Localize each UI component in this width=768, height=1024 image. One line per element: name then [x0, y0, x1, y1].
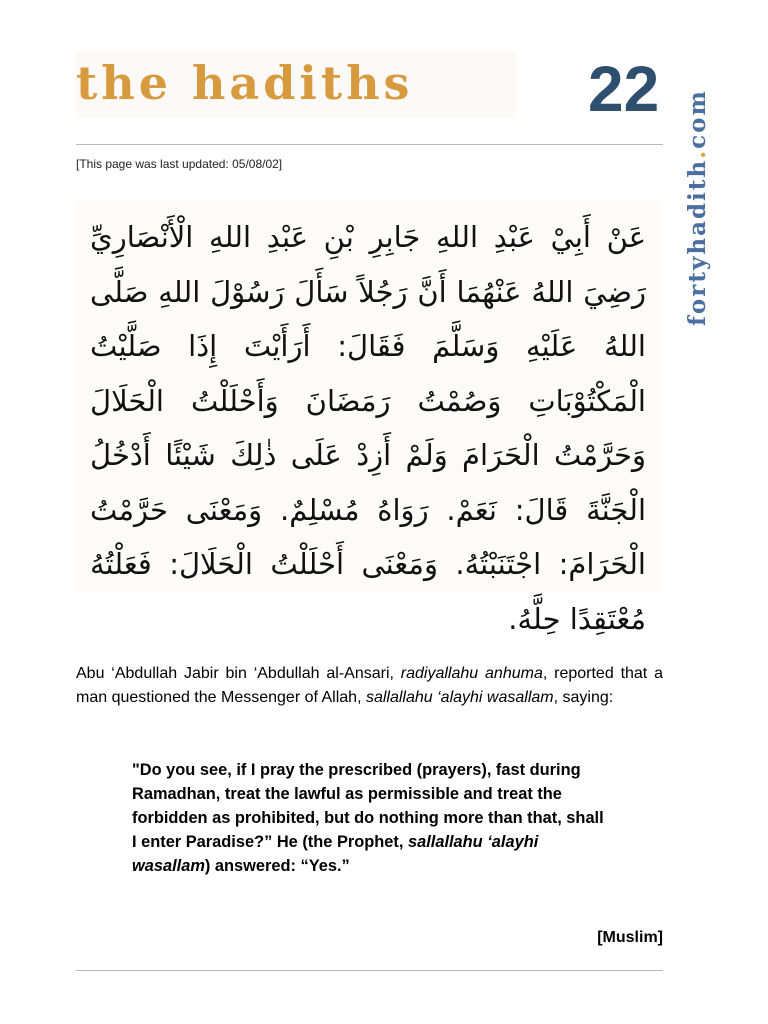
hadith-number: 22 — [588, 53, 660, 125]
top-divider — [76, 144, 663, 145]
intro-honorific-1: radiyallahu anhuma — [400, 665, 543, 682]
site-name-vertical — [684, 89, 712, 326]
source-reference: [Muslim] — [597, 929, 663, 946]
quote-honorific: sallallahu ‘alayhi wasallam — [132, 833, 539, 875]
quote-text-1: "Do you see, if I pray the prescribed (prayers), fast during Ramadhan, treat the lawful as permissible and treat the forbidden as prohibited, but do nothing more than that, shall I enter Paradise?” He (the Prophet, — [132, 761, 604, 851]
arabic-hadith-text: عَنْ أَبِيْ عَبْدِ اللهِ جَابِرِ بْنِ عَبْدِ اللهِ الْأَنْصَارِيِّ رَضِيَ اللهُ عَنْهُمَا أَنَّ رَجُلاً سَأَلَ رَسُوْلَ اللهِ صَلَّى اللهُ عَلَيْهِ وَسَلَّمَ فَقَالَ: أَرَأَيْتَ إِذَا صَلَّيْتُ الْمَكْتُوْبَاتِ وَصُمْتُ رَمَضَانَ وَأَحْلَلْتُ الْحَلَالَ وَحَرَّمْتُ الْحَرَامَ وَلَمْ أَزِدْ عَلَى ذٰلِكَ شَيْئًا أَدْخُلُ الْجَنَّةَ قَالَ: نَعَمْ. رَوَاهُ مُسْلِمٌ. وَمَعْنَى حَرَّمْتُ الْحَرَامَ: اجْتَنَبْتُهُ. وَمَعْنَى أَحْلَلْتُ الْحَلَالَ: فَعَلْتُهُ مُعْتَقِدًا حِلَّهُ. — [76, 200, 660, 592]
site-name-tld: com — [684, 89, 711, 149]
intro-text-1: Abu ‘Abdullah Jabir bin ‘Abdullah al-Ansari, — [76, 665, 401, 682]
quote-text-2: ) answered: “Yes.” — [204, 857, 350, 875]
narrator-intro — [76, 662, 663, 710]
last-updated-note: [This page was last updated: 05/08/02] — [76, 157, 283, 171]
page-heading: the hadiths — [76, 52, 516, 118]
site-name-dot: . — [684, 148, 711, 159]
site-name-main: fortyhadith — [684, 158, 711, 326]
bottom-divider — [76, 970, 663, 971]
intro-honorific-2: sallallahu ‘alayhi wasallam — [365, 689, 554, 706]
hadith-quote — [132, 758, 608, 878]
intro-text-2: , reported that a man questioned the Messenger of Allah, — [76, 665, 663, 706]
intro-text-3: , saying: — [553, 689, 614, 706]
